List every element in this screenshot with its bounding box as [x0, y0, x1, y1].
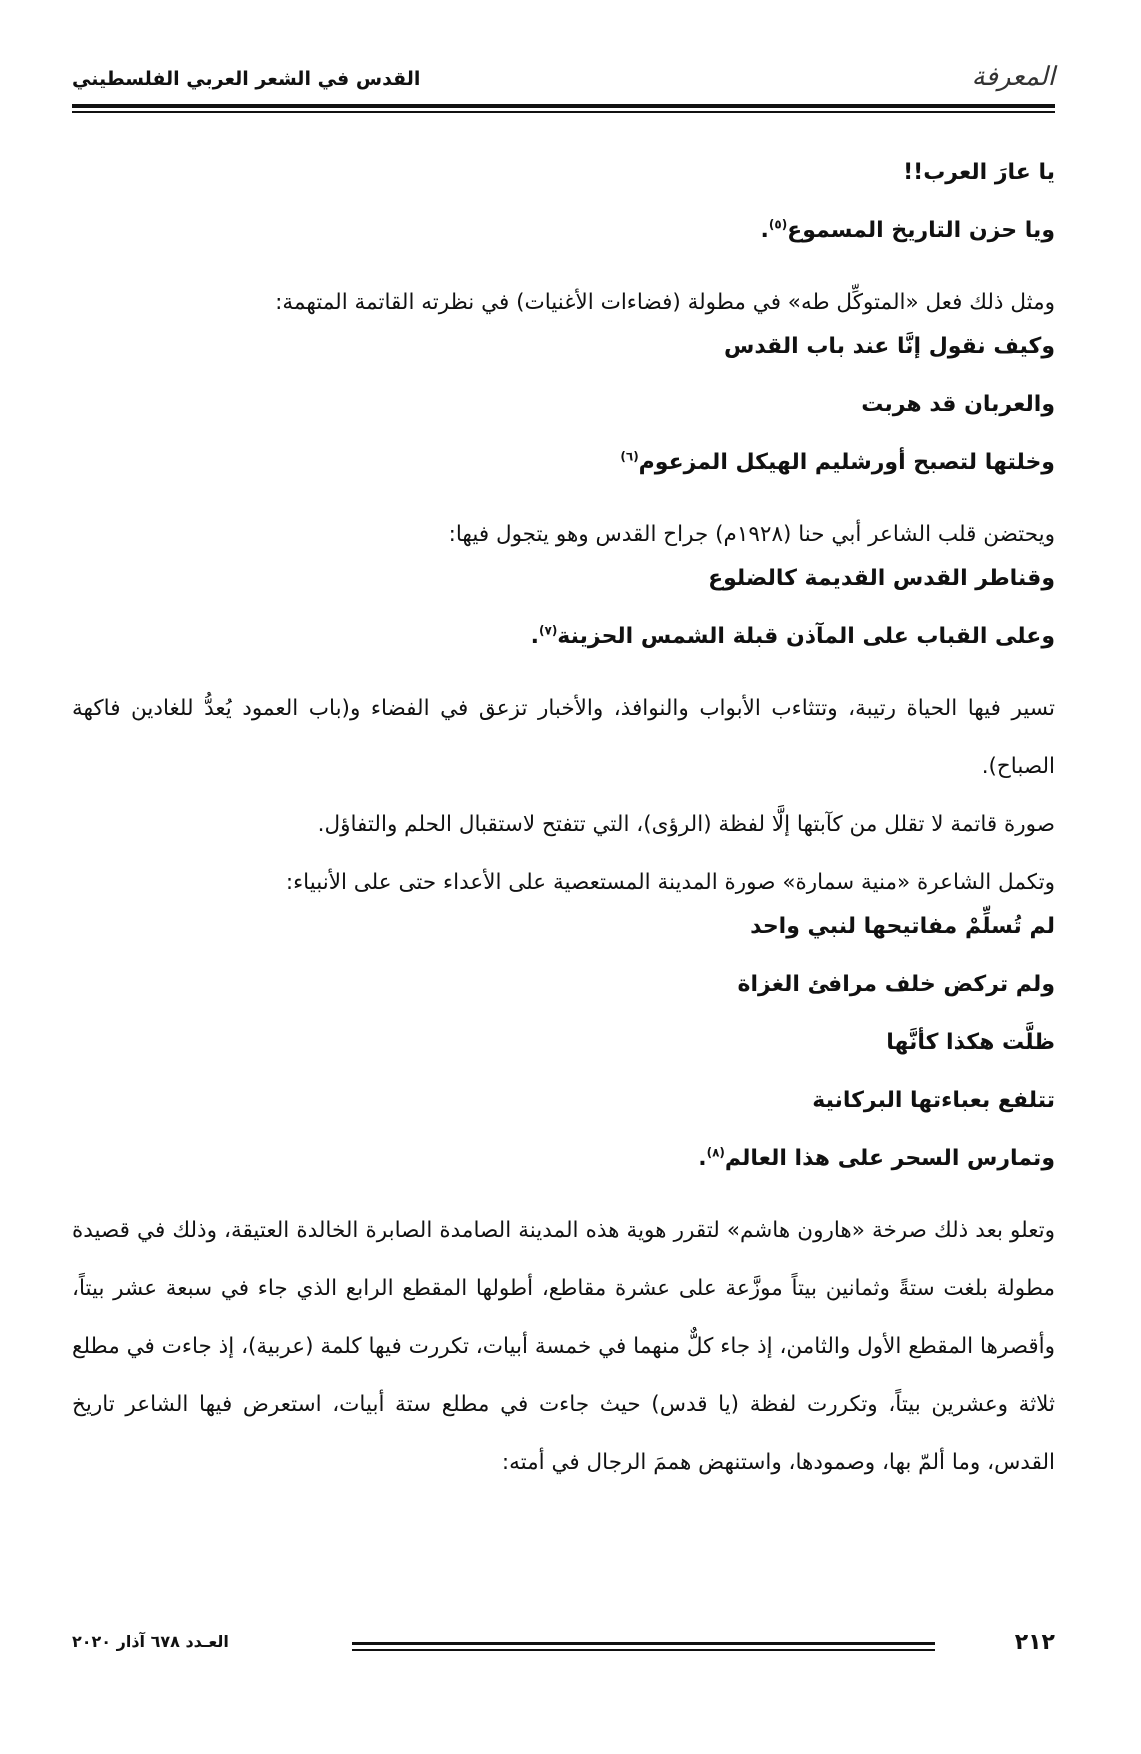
paragraph: ومثل ذلك فعل «المتوكِّل طه» في مطولة (فضاءات الأغنيات) في نظرته القاتمة المتهمة: — [275, 290, 1055, 315]
footer-divider — [352, 1642, 935, 1652]
article-body — [72, 158, 1055, 1598]
verse-line: ولم تركض خلف مرافئ الغزاة — [737, 972, 1055, 997]
verse-line: وكيف نقول إنَّا عند باب القدس — [723, 334, 1055, 359]
verse-line: والعربان قد هربت — [861, 392, 1055, 417]
verse-line: وتمارس السحر على هذا العالم$^{(٨)}$. — [698, 1145, 1055, 1171]
verse-line: وقناطر القدس القديمة كالضلوع — [708, 566, 1055, 591]
page-footer — [72, 1630, 1055, 1670]
footnote-ref: (٨) — [706, 1145, 725, 1160]
paragraph: وتكمل الشاعرة «منية سمارة» صورة المدينة المستعصية على الأعداء حتى على الأنبياء: — [285, 870, 1055, 895]
verse-line: ويا حزن التاريخ المسموع$^{(٥)}$. — [760, 217, 1055, 243]
issue-info: العـدد ٦٧٨ آذار ٢٠٢٠ — [72, 1632, 229, 1651]
paragraph: تسير فيها الحياة رتيبة، وتتثاءب الأبواب والنوافذ، والأخبار تزعق في الفضاء و(باب العمود يُعدُّ للغادين فاكهة الصباح). — [72, 696, 1055, 779]
verse-line: لم تُسلِّمْ مفاتيحها لنبي واحد — [750, 914, 1055, 939]
verse-line: تتلفع بعباءتها البركانية — [812, 1088, 1055, 1113]
header-divider — [72, 104, 1055, 108]
journal-logo: المعرفة — [971, 62, 1055, 92]
verse-line: ظلَّت هكذا كأنَّها — [886, 1030, 1055, 1055]
paragraph: وتعلو بعد ذلك صرخة «هارون هاشم» لتقرر هوية هذه المدينة الصامدة الصابرة الخالدة العتيقة، وذلك في قصيدة مطولة بلغت ستةً وثمانين بيتاً موزَّعة على عشرة مقاطع، أطولها المقطع الرابع الذي جاء في سبعة عشر بيتاً، وأقصرها المقطع الأول والثامن، إذ جاء كلٌّ منهما في خمسة أبيات، تكررت فيها كلمة (عربية)، إذ جاءت في مطلع ثلاثة وعشرين بيتاً، وتكررت لفظة (يا قدس) حيث جاءت في مطلع ستة أبيات، استعرض فيها الشاعر تاريخ القدس، وما ألمّ بها، وصمودها، واستنهض هممَ الرجال في أمته: — [72, 1218, 1055, 1475]
page-number: ٢١٢ — [1014, 1630, 1055, 1655]
header-divider-thin — [72, 111, 1055, 113]
page-header — [72, 56, 1055, 106]
footnote-ref: (٦) — [620, 449, 639, 464]
paragraph: ويحتضن قلب الشاعر أبي حنا (١٩٢٨م) جراح القدس وهو يتجول فيها: — [448, 522, 1055, 547]
running-title: القدس في الشعر العربي الفلسطيني — [72, 68, 421, 90]
paragraph: صورة قاتمة لا تقلل من كآبتها إلَّا لفظة (الرؤى)، التي تتفتح لاستقبال الحلم والتفاؤل. — [317, 812, 1055, 837]
footnote-ref: (٥) — [768, 217, 788, 232]
verse-line: وخلتها لتصبح أورشليم الهيكل المزعوم$^{(٦)}$ — [620, 449, 1055, 475]
verse-line: يا عارَ العرب!! — [903, 160, 1055, 185]
verse-line: وعلى القباب على المآذن قبلة الشمس الحزينة$^{(٧)}$. — [530, 623, 1055, 649]
footnote-ref: (٧) — [539, 623, 558, 638]
